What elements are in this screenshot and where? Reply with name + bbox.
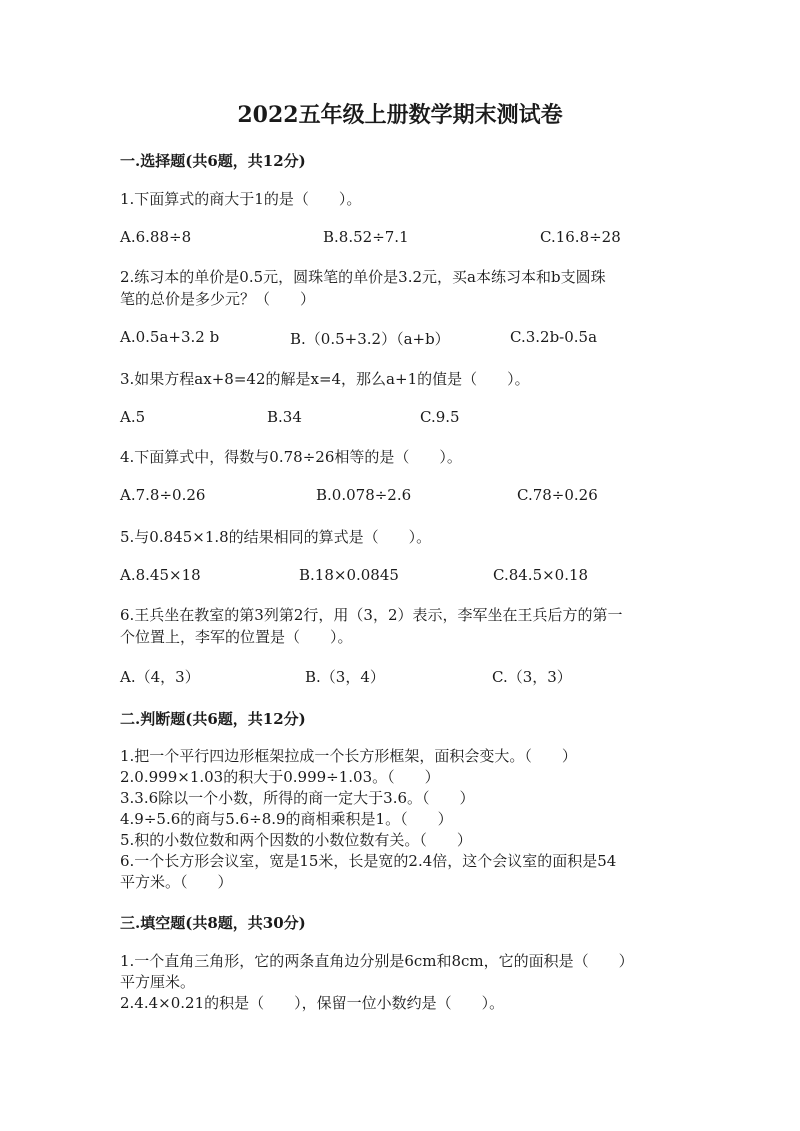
- q3-option-b: B.34: [267, 408, 302, 426]
- q5-option-b: B.18×0.0845: [299, 566, 399, 584]
- question-2-line2: 笔的总价是多少元？（ ）: [120, 290, 316, 308]
- judgement-item: 6.一个长方形会议室，宽是15米，长是宽的2.4倍，这个会议室的面积是54: [120, 852, 617, 870]
- q1-option-b: B.8.52÷7.1: [323, 228, 409, 246]
- question-4: 4.下面算式中，得数与0.78÷26相等的是（ ）。: [120, 448, 462, 466]
- q1-option-c: C.16.8÷28: [540, 228, 621, 246]
- judgement-item: 平方米。（ ）: [120, 873, 233, 891]
- q1-option-a: A.6.88÷8: [120, 228, 192, 246]
- q5-option-c: C.84.5×0.18: [493, 566, 589, 584]
- section-heading-fill-blank: 三.填空题(共8题，共30分): [120, 914, 306, 932]
- q5-option-a: A.8.45×18: [120, 566, 201, 584]
- judgement-item: 5.积的小数位数和两个因数的小数位数有关。（ ）: [120, 831, 472, 849]
- section-heading-judgement: 二.判断题(共6题，共12分): [120, 710, 306, 728]
- q4-option-a: A.7.8÷0.26: [120, 486, 206, 504]
- q2-option-b: B.（0.5+3.2）（a+b）: [290, 330, 450, 348]
- question-2-line1: 2.练习本的单价是0.5元，圆珠笔的单价是3.2元，买a本练习本和b支圆珠: [120, 268, 606, 286]
- judgement-item: 4.9÷5.6的商与5.6÷8.9的商相乘积是1。（ ）: [120, 810, 453, 828]
- q6-option-a: A.（4，3）: [120, 668, 200, 686]
- judgement-item: 3.3.6除以一个小数，所得的商一定大于3.6。（ ）: [120, 789, 475, 807]
- judgement-item: 2.0.999×1.03的积大于0.999÷1.03。（ ）: [120, 768, 440, 786]
- question-5: 5.与0.845×1.8的结果相同的算式是（ ）。: [120, 528, 432, 546]
- question-6-line2: 个位置上，李军的位置是（ ）。: [120, 628, 353, 646]
- question-3: 3.如果方程ax+8=42的解是x=4，那么a+1的值是（ ）。: [120, 370, 530, 388]
- q2-option-a: A.0.5a+3.2 b: [120, 328, 220, 346]
- q3-option-c: C.9.5: [420, 408, 460, 426]
- fill-item: 平方厘米。: [120, 973, 196, 991]
- judgement-item: 1.把一个平行四边形框架拉成一个长方形框架，面积会变大。（ ）: [120, 747, 577, 765]
- fill-item: 1.一个直角三角形，它的两条直角边分别是6cm和8cm，它的面积是（ ）: [120, 952, 634, 970]
- section-heading-choice: 一.选择题(共6题，共12分): [120, 152, 306, 170]
- question-1: 1.下面算式的商大于1的是（ ）。: [120, 190, 362, 208]
- q4-option-b: B.0.078÷2.6: [316, 486, 412, 504]
- q6-option-b: B.（3，4）: [305, 668, 385, 686]
- q2-option-c: C.3.2b-0.5a: [510, 328, 598, 346]
- q4-option-c: C.78÷0.26: [517, 486, 598, 504]
- q6-option-c: C.（3，3）: [492, 668, 572, 686]
- question-6-line1: 6.王兵坐在教室的第3列第2行，用（3，2）表示，李军坐在王兵后方的第一: [120, 606, 623, 624]
- fill-item: 2.4.4×0.21的积是（ ），保留一位小数约是（ ）。: [120, 994, 505, 1012]
- q3-option-a: A.5: [120, 408, 146, 426]
- page-title: 2022五年级上册数学期末测试卷: [237, 102, 563, 128]
